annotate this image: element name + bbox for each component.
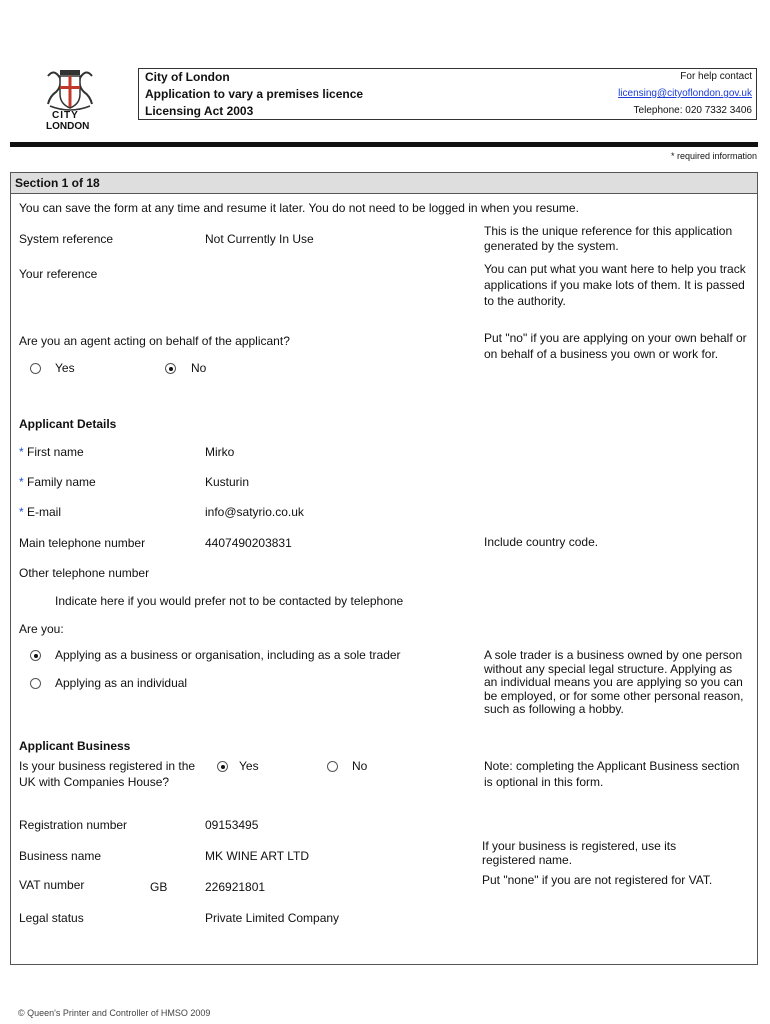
family-name-label: * Family name [19, 475, 96, 489]
vat-number-label: VAT number [19, 878, 85, 892]
agent-question-label: Are you an agent acting on behalf of the applicant? [19, 334, 290, 348]
header-rule [10, 142, 758, 147]
vat-number-field[interactable]: 226921801 [205, 880, 266, 894]
agent-no-radio[interactable] [165, 363, 176, 374]
logo-text-city: CITY [52, 110, 79, 121]
main-phone-field[interactable]: 4407490203831 [205, 536, 292, 550]
email-field[interactable]: info@satyrio.co.uk [205, 505, 304, 519]
are-you-label: Are you: [19, 622, 64, 636]
registered-yes-label: Yes [239, 759, 259, 773]
required-asterisk: * [19, 475, 24, 489]
header-title-1: City of London [145, 70, 230, 84]
registered-yes-radio[interactable] [217, 761, 228, 772]
help-label: For help contact [680, 71, 752, 82]
business-applicant-radio[interactable] [30, 650, 41, 661]
are-you-help: A sole trader is a business owned by one person without any special legal structure. Applying as an individual means you are applying so you can be employed, or for some other personal reason, such as following a hobby. [484, 648, 744, 716]
vat-prefix: GB [150, 880, 168, 894]
legal-status-label: Legal status [19, 911, 84, 925]
legal-status-field[interactable]: Private Limited Company [205, 911, 340, 925]
help-phone: Telephone: 020 7332 3406 [633, 105, 752, 116]
agent-yes-radio[interactable] [30, 363, 41, 374]
first-name-label: * First name [19, 445, 84, 459]
applicant-details-heading: Applicant Details [19, 417, 117, 431]
system-reference-help: This is the unique reference for this application generated by the system. [484, 224, 733, 253]
system-reference-label: System reference [19, 232, 114, 246]
logo-text-london: LONDON [46, 121, 90, 132]
other-phone-input[interactable] [200, 562, 470, 584]
other-phone-label: Other telephone number [19, 566, 150, 580]
individual-applicant-label: Applying as an individual [55, 676, 188, 690]
registered-help: Note: completing the Applicant Business section is optional in this form. [484, 759, 740, 789]
business-name-help: If your business is registered, use its registered name. [482, 839, 677, 867]
your-reference-input[interactable] [200, 262, 470, 284]
copyright-footer: © Queen's Printer and Controller of HMSO 2009 [18, 1008, 211, 1018]
section-header-bar [10, 172, 758, 194]
agent-question-help: Put "no" if you are applying on your own behalf or on behalf of a business you own or work for. [484, 331, 747, 361]
registered-no-radio[interactable] [327, 761, 338, 772]
family-name-field[interactable]: Kusturin [205, 475, 250, 489]
main-phone-help: Include country code. [484, 535, 599, 549]
business-name-label: Business name [19, 849, 102, 863]
required-asterisk: * [19, 445, 24, 459]
business-name-field[interactable]: MK WINE ART LTD [205, 849, 310, 863]
business-applicant-label: Applying as a business or organisation, including as a sole trader [55, 648, 401, 662]
registration-number-field[interactable]: 09153495 [205, 818, 259, 832]
header-title-2: Application to vary a premises licence [145, 87, 364, 101]
section-title: Section 1 of 18 [15, 176, 100, 190]
required-asterisk: * [19, 505, 24, 519]
registered-no-label: No [352, 759, 368, 773]
individual-applicant-radio[interactable] [30, 678, 41, 689]
header-title-3: Licensing Act 2003 [145, 104, 254, 118]
vat-help: Put "none" if you are not registered for VAT. [482, 873, 713, 887]
system-reference-value: Not Currently In Use [205, 232, 314, 246]
section-intro: You can save the form at any time and resume it later. You do not need to be logged in when you resume. [19, 201, 579, 215]
first-name-field[interactable]: Mirko [205, 445, 235, 459]
your-reference-label: Your reference [19, 267, 98, 281]
help-email-link[interactable]: licensing@cityoflondon.gov.uk [618, 88, 752, 99]
companies-house-question: Is your business registered in the UK with Companies House? [19, 759, 196, 789]
email-label: * E-mail [19, 505, 62, 519]
main-phone-label: Main telephone number [19, 536, 146, 550]
agent-yes-label: Yes [55, 361, 75, 375]
applicant-business-heading: Applicant Business [19, 739, 131, 753]
required-note: * required information [670, 151, 757, 161]
no-contact-checkbox-label[interactable]: Indicate here if you would prefer not to be contacted by telephone [55, 594, 404, 608]
your-reference-help: You can put what you want here to help you track applications if you make lots of them. It is passed to the authority. [484, 262, 746, 308]
agent-no-label: No [191, 361, 207, 375]
registration-number-label: Registration number [19, 818, 128, 832]
